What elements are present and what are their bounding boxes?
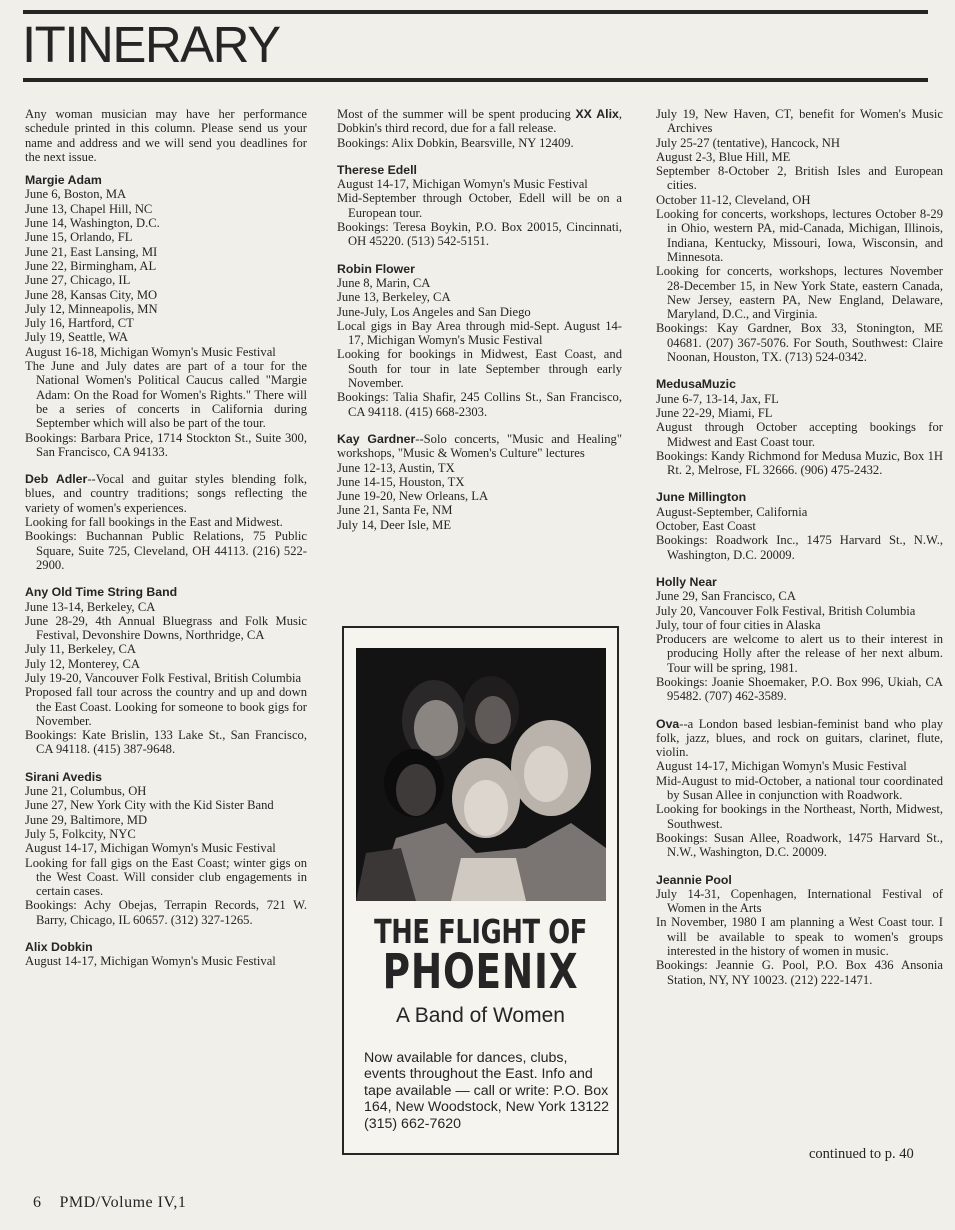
entry-lead [25, 472, 307, 515]
schedule-line: August 14-17, Michigan Womyn's Music Festival [25, 841, 276, 856]
ad-body: Now available for dances, clubs, events throughout the East. Info and tape available — call or write: P.O. Box 164, New Woodstock, New York 13122 (315) 662-7620 [364, 1050, 610, 1132]
itinerary-entry [25, 472, 307, 572]
artist-name: June Millington [656, 490, 747, 505]
itinerary-entry [25, 940, 307, 969]
column-3 [656, 107, 943, 1000]
schedule-line: June 13, Berkeley, CA [337, 290, 451, 305]
entry-description: --Vocal and guitar styles blending folk, blues, and country traditions; songs reflecting the variety of women's experiences. [25, 472, 308, 515]
schedule-line: Bookings: Kate Brislin, 133 Lake St., San Francisco, CA 94118. (415) 387-9648. [25, 728, 307, 757]
schedule-line: Bookings: Teresa Boykin, P.O. Box 20015, Cincinnati, OH 45220. (513) 542-5151. [337, 220, 622, 249]
schedule-line: Looking for fall gigs on the East Coast; winter gigs on the West Coast. Will consider club engagements in certain cases. [25, 855, 307, 899]
itinerary-entry [656, 575, 943, 704]
itinerary-entry [656, 717, 943, 860]
continued-note: continued to p. 40 [809, 1146, 914, 1162]
schedule-line: Bookings: Achy Obejas, Terrapin Records, 721 W. Barry, Chicago, IL 60657. (312) 327-1265. [25, 898, 307, 927]
schedule-line: June 6, Boston, MA [25, 187, 127, 202]
schedule-line: June 22-29, Miami, FL [656, 405, 773, 420]
schedule-line: Mid-August to mid-October, a national tour coordinated by Susan Allee in conjunction with Roadwork. [656, 773, 943, 803]
schedule-line: Bookings: Buchannan Public Relations, 75 Public Square, Suite 725, Cleveland, OH 44113. (216) 522-2900. [25, 529, 307, 572]
schedule-line: Looking for bookings in the Northeast, North, Midwest, Southwest. [656, 802, 943, 831]
ad-heading-line-1: THE FLIGHT OF [374, 912, 587, 951]
artist-name: Deb Adler [25, 472, 88, 487]
schedule-line: July 19, New Haven, CT, benefit for Women's Music Archives [656, 107, 943, 136]
schedule-line: June 21, Columbus, OH [25, 784, 147, 799]
schedule-line: July 14-31, Copenhagen, International Festival of Women in the Arts [656, 886, 943, 916]
column-3-entries [656, 107, 943, 987]
schedule-line: July 20, Vancouver Folk Festival, British Columbia [656, 603, 916, 618]
schedule-line: Bookings: Roadwork Inc., 1475 Harvard St., N.W., Washington, D.C. 20009. [656, 533, 943, 562]
schedule-line: Local gigs in Bay Area through mid-Sept. August 14-17, Michigan Womyn's Music Festival [337, 318, 622, 348]
schedule-line: June 13-14, Berkeley, CA [25, 599, 156, 614]
page-footer: 6 PMD/Volume IV,1 [33, 1194, 187, 1211]
schedule-line: Producers are welcome to alert us to their interest in producing Holly after the release of her next album. Tour will be spring, 1981. [656, 632, 943, 675]
schedule-line: June 28-29, 4th Annual Bluegrass and Folk Music Festival, Devonshire Downs, Northridge, CA [25, 613, 307, 643]
ad-heading-line-2: PHOENIX [382, 944, 579, 1000]
intro-text: Any woman musician may have her performance schedule printed in this column. Please send us your name and address and we will send you deadlines for the next issue. [25, 107, 307, 164]
artist-name: Holly Near [656, 574, 717, 589]
album-title: XX Alix [575, 107, 619, 121]
itinerary-entry [656, 873, 943, 987]
schedule-line: June 14, Washington, D.C. [25, 216, 160, 231]
schedule-line: July 25-27 (tentative), Hancock, NH [656, 135, 840, 150]
itinerary-entry [656, 490, 943, 561]
schedule-line: Looking for fall bookings in the East and Midwest. [25, 515, 283, 530]
ad-subtitle: A Band of Women [396, 1004, 565, 1027]
schedule-line: August 16-18, Michigan Womyn's Music Festival [25, 344, 276, 359]
itinerary-entry [656, 107, 943, 364]
artist-name: Margie Adam [25, 173, 102, 188]
itinerary-entry [337, 163, 622, 249]
schedule-line: June 13, Chapel Hill, NC [25, 201, 153, 216]
schedule-line: July 11, Berkeley, CA [25, 642, 136, 657]
artist-name: Robin Flower [337, 261, 415, 276]
schedule-line: July 12, Minneapolis, MN [25, 301, 158, 316]
schedule-line: Looking for concerts, workshops, lectures October 8-29 in Ohio, western PA, mid-Canada, Michigan, Illinois, Indiana, Kentucky, Missouri, Iowa, Wisconsin, and Minnesota. [656, 207, 943, 264]
entry-description: --Solo concerts, "Music and Healing" workshops, "Music & Women's Culture" lectures [337, 431, 622, 461]
schedule-line: October 11-12, Cleveland, OH [656, 192, 811, 207]
schedule-line: July 16, Hartford, CT [25, 316, 134, 331]
page-title: ITINERARY [22, 16, 280, 73]
schedule-line: September 8-October 2, British Isles and European cities. [656, 164, 943, 193]
schedule-line: August through October accepting bookings for Midwest and East Coast tour. [656, 420, 943, 449]
schedule-line: June 22, Birmingham, AL [25, 258, 157, 273]
schedule-line: June 29, Baltimore, MD [25, 812, 148, 827]
artist-name: Any Old Time String Band [25, 585, 178, 600]
artist-name: Alix Dobkin [25, 940, 93, 955]
itinerary-entry [25, 585, 307, 757]
schedule-line: Bookings: Kay Gardner, Box 33, Stonington, ME 04681. (207) 367-5076. For South, Southwest: Claire Noonan, Houston, TX. (713) 524-0342. [656, 321, 943, 365]
schedule-line: Bookings: Talia Shafir, 245 Collins St., San Francisco, CA 94118. (415) 668-2303. [337, 390, 622, 419]
title-rule [23, 78, 928, 82]
artist-name: Jeannie Pool [656, 872, 732, 887]
schedule-line: In November, 1980 I am planning a West Coast tour. I will be available to speak to women's groups interested in the history of women in music. [656, 915, 943, 959]
column-2 [337, 107, 622, 545]
artist-name: Therese Edell [337, 162, 417, 177]
schedule-line: June 29, San Francisco, CA [656, 589, 796, 604]
schedule-line: Looking for concerts, workshops, lectures November 28-December 15, in New York State, eastern Canada, New Jersey, eastern PA, New England, Delaware, Maryland, D.C., and Virginia. [656, 264, 943, 322]
schedule-line: June 27, New York City with the Kid Sister Band [25, 798, 274, 813]
schedule-line: June 27, Chicago, IL [25, 273, 131, 288]
schedule-line: July, tour of four cities in Alaska [656, 617, 821, 632]
schedule-line: June 14-15, Houston, TX [337, 474, 465, 489]
schedule-line: The June and July dates are part of a tour for the National Women's Political Caucus called "Margie Adam: On the Road for Women's Rights." There will be a series of concerts in California during September which will also be part of the tour. [25, 359, 307, 431]
schedule-line: Bookings: Barbara Price, 1714 Stockton St., Suite 300, San Francisco, CA 94133. [25, 430, 307, 459]
schedule-line: Proposed fall tour across the country and up and down the East Coast. Looking for someone to book gigs for November. [25, 685, 307, 728]
schedule-line: Bookings: Susan Allee, Roadwork, 1475 Harvard St., N.W., Washington, D.C. 20009. [656, 830, 943, 860]
schedule-line: June 6-7, 13-14, Jax, FL [656, 391, 779, 406]
schedule-line: June 12-13, Austin, TX [337, 460, 455, 475]
itinerary-entry [25, 173, 307, 459]
schedule-line: July 19, Seattle, WA [25, 330, 128, 345]
schedule-line: June 19-20, New Orleans, LA [337, 489, 489, 504]
schedule-line: June-July, Los Angeles and San Diego [337, 304, 531, 319]
itinerary-entry [656, 377, 943, 477]
band-photo [356, 648, 606, 901]
schedule-line: August-September, California [656, 504, 808, 519]
entry-lead-text: Most of the summer will be spent producing [337, 107, 576, 121]
schedule-line: October, East Coast [656, 519, 756, 534]
schedule-line: Bookings: Kandy Richmond for Medusa Muzic, Box 1H Rt. 2, Melrose, FL 32666. (906) 475-2432. [656, 448, 943, 478]
schedule-line: Bookings: Joanie Shoemaker, P.O. Box 996, Ukiah, CA 95482. (707) 462-3589. [656, 674, 943, 704]
schedule-line: Mid-September through October, Edell will be on a European tour. [337, 191, 622, 220]
itinerary-entry [337, 432, 622, 532]
schedule-line: July 19-20, Vancouver Folk Festival, British Columbia [25, 670, 302, 685]
artist-name: MedusaMuzic [656, 377, 736, 392]
schedule-line: June 8, Marin, CA [337, 275, 431, 290]
itinerary-entry [337, 262, 622, 419]
entry-lead [656, 717, 943, 760]
entry-lead [337, 432, 622, 461]
column-1-entries [25, 173, 307, 968]
entry-lead-text: , Dobkin's third record, due for a fall release. [337, 107, 622, 136]
schedule-line: July 12, Monterey, CA [25, 656, 140, 671]
schedule-line: August 14-17, Michigan Womyn's Music Festival [25, 954, 276, 969]
column-2-entries [337, 107, 622, 532]
schedule-line: July 14, Deer Isle, ME [337, 517, 452, 532]
schedule-line: Bookings: Jeannie G. Pool, P.O. Box 436 Ansonia Station, NY, NY 10023. (212) 222-1471. [656, 958, 943, 987]
itinerary-entry [25, 770, 307, 927]
schedule-line: June 28, Kansas City, MO [25, 287, 158, 302]
phoenix-advertisement [342, 626, 619, 1155]
schedule-line: June 21, East Lansing, MI [25, 244, 158, 259]
artist-name: Sirani Avedis [25, 769, 102, 784]
band-photo-illustration [356, 648, 606, 901]
schedule-line: Bookings: Alix Dobkin, Bearsville, NY 12409. [337, 135, 574, 150]
column-1 [25, 107, 307, 982]
schedule-line: August 2-3, Blue Hill, ME [656, 149, 791, 164]
schedule-line: July 5, Folkcity, NYC [25, 826, 136, 841]
schedule-line: August 14-17, Michigan Womyn's Music Festival [337, 177, 588, 192]
entry-description: --a London based lesbian-feminist band who play folk, jazz, blues, and rock on guitars, clarinet, flute, violin. [656, 716, 943, 760]
schedule-line: June 21, Santa Fe, NM [337, 503, 453, 518]
entry-lead [337, 107, 622, 136]
schedule-line: Looking for bookings in Midwest, East Coast, and South for tour in late September through early November. [337, 347, 622, 391]
schedule-line: August 14-17, Michigan Womyn's Music Festival [656, 759, 907, 774]
artist-name: Ova [656, 716, 680, 731]
artist-name: Kay Gardner [337, 431, 416, 446]
schedule-line: June 15, Orlando, FL [25, 230, 133, 245]
itinerary-entry [337, 107, 622, 150]
